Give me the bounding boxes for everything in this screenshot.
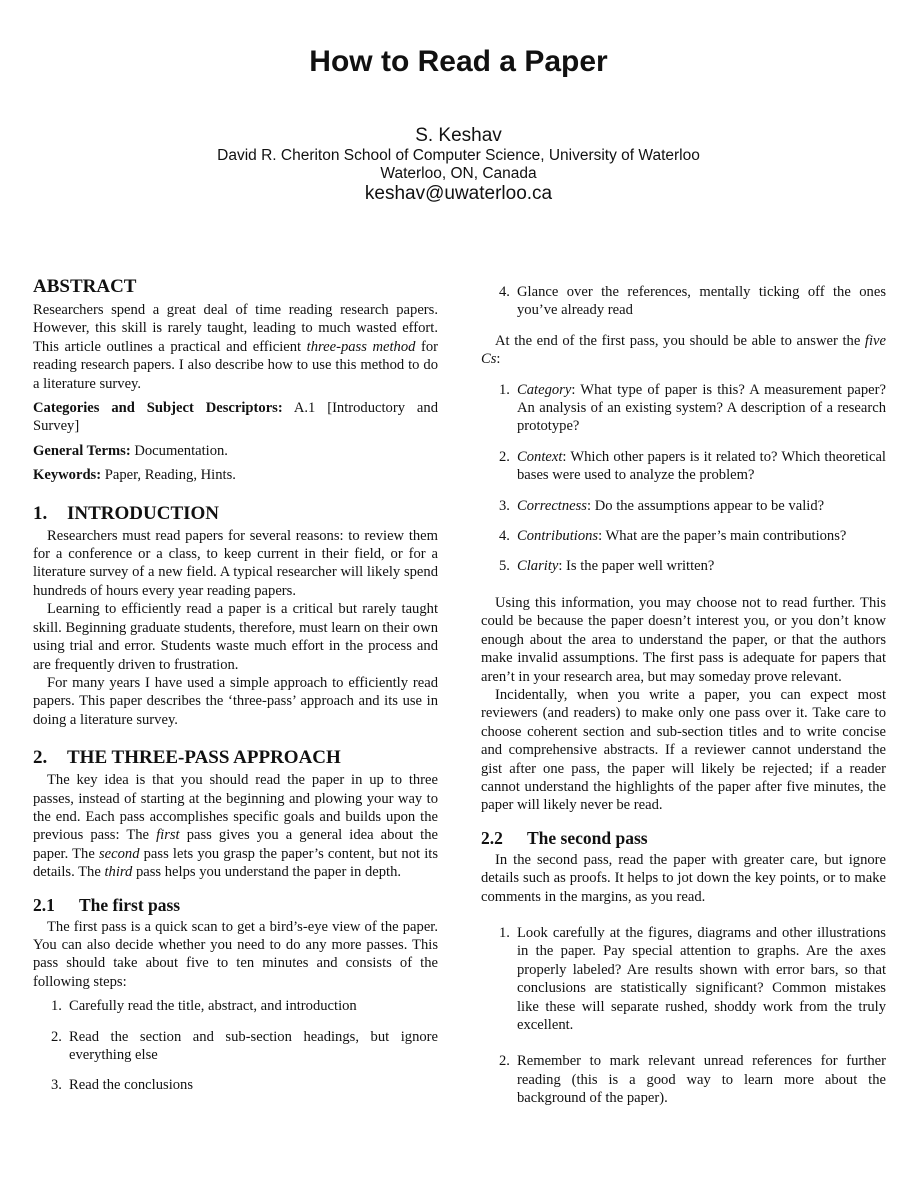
- five-cs-list: [481, 381, 886, 576]
- list-item: 4. Contributions: What are the paper’s main contributions?: [499, 528, 847, 545]
- author-affiliation: David R. Cheriton School of Computer Science, University of Waterloo: [217, 147, 700, 164]
- list-item: 2. Remember to mark relevant unread references for further reading (this is a good way to learn more about the background of the paper).: [499, 1053, 886, 1107]
- incidentally-paragraph: Incidentally, when you write a paper, you can expect most reviewers (and readers) to make only one pass over it. Take care to choose coherent section and sub-section titles and to write concise and comprehensive abstracts. If a reviewer cannot understand the gist after one pass, the paper will likely be rejected; if a reader cannot understand the highlights of the paper after five minutes, the paper will likely never be read.: [481, 686, 886, 814]
- abstract-paragraph: Researchers spend a great deal of time reading research papers. However, this skill is rarely taught, leading to much wasted effort. This article outlines a practical and efficient three-pass method for reading research papers. I also describe how to use this method to do a literature survey.: [33, 302, 438, 392]
- general-terms-line: General Terms: Documentation.: [33, 442, 228, 459]
- categories-line: Categories and Subject Descriptors: A.1 [Introductory and Survey]: [33, 400, 438, 435]
- author-location: Waterloo, ON, Canada: [380, 165, 537, 182]
- first-pass-steps-left: [33, 997, 438, 1095]
- first-pass-heading: 2.1 The first pass: [33, 894, 181, 915]
- paper-title: How to Read a Paper: [309, 45, 608, 78]
- list-item: 1. Look carefully at the figures, diagrams and other illustrations in the paper. Pay special attention to graphs. Are the axes properly labeled? Are results shown with error bars, so that conclusions are statistically significant? Common mistakes like these will separate rushed, shoddy work from the truly excellent.: [499, 924, 886, 1033]
- list-item: 1. Category: What type of paper is this? A measurement paper? An analysis of an existing system? A description of a research prototype?: [499, 381, 886, 435]
- list-item: 5. Clarity: Is the paper well written?: [499, 558, 715, 575]
- list-item: 2. Read the section and sub-section headings, but ignore everything else: [51, 1028, 438, 1063]
- list-item: 1. Carefully read the title, abstract, and introduction: [51, 998, 357, 1015]
- left-column: [33, 276, 438, 1095]
- list-item: 2. Context: Which other papers is it related to? Which theoretical bases were used to analyze the problem?: [499, 448, 886, 484]
- second-pass-heading: 2.2 The second pass: [481, 827, 648, 848]
- second-pass-paragraph: In the second pass, read the paper with greater care, but ignore details such as proofs. It helps to jot down the key points, or to make comments in the margins, as you read.: [481, 851, 886, 905]
- list-item: 4. Glance over the references, mentally ticking off the ones you’ve already read: [499, 284, 886, 319]
- intro-heading: 1. INTRODUCTION: [33, 502, 220, 524]
- right-column: [481, 283, 886, 1108]
- abstract-heading: ABSTRACT: [33, 276, 137, 297]
- author-name: S. Keshav: [415, 125, 502, 146]
- list-item: 3. Read the conclusions: [51, 1077, 194, 1094]
- author-block: [0, 125, 917, 205]
- author-email: keshav@uwaterloo.ca: [364, 183, 553, 204]
- three-pass-paragraph: The key idea is that you should read the paper in up to three passes, instead of starting at the beginning and plowing your way to the end. Each pass accomplishes specific goals and builds upon the previous pass: The first pass gives you a general idea about the paper. The second pass lets you grasp the paper’s content, but not its details. The third pass helps you understand the paper in depth.: [33, 772, 438, 881]
- three-pass-heading: 2. THE THREE-PASS APPROACH: [33, 747, 341, 769]
- second-pass-steps: [481, 924, 886, 1108]
- first-pass-paragraph: The first pass is a quick scan to get a bird’s-eye view of the paper. You can also decide whether you need to do any more passes. This pass should take about five to ten minutes and consists of the following steps:: [33, 918, 438, 990]
- five-cs-intro: At the end of the first pass, you should be able to answer the five Cs:: [481, 332, 886, 368]
- list-item: 3. Correctness: Do the assumptions appear to be valid?: [499, 497, 825, 514]
- intro-paragraph-1: Researchers must read papers for several reasons: to review them for a conference or a class, to keep current in their field, or for a literature survey of a new field. A typical researcher will likely spend hundreds of hours every year reading papers.: [33, 527, 438, 599]
- using-info-paragraph: Using this information, you may choose not to read further. This could be because the paper doesn’t interest you, or you don’t know enough about the area to understand the paper, or that the authors make invalid assumptions. The first pass is adequate for papers that aren’t in your research area, but may someday prove relevant.: [481, 594, 886, 685]
- keywords-line: Keywords: Paper, Reading, Hints.: [33, 467, 236, 484]
- first-pass-steps-right: [481, 283, 886, 320]
- intro-paragraph-2: Learning to efficiently read a paper is a critical but rarely taught skill. Beginning graduate students, therefore, must learn on their own using trial and error. Students waste much effort in the process and are frequently driven to frustration.: [33, 601, 438, 673]
- intro-paragraph-3: For many years I have used a simple approach to efficiently read papers. This paper describes the ‘three-pass’ approach and its use in doing a literature survey.: [33, 674, 438, 728]
